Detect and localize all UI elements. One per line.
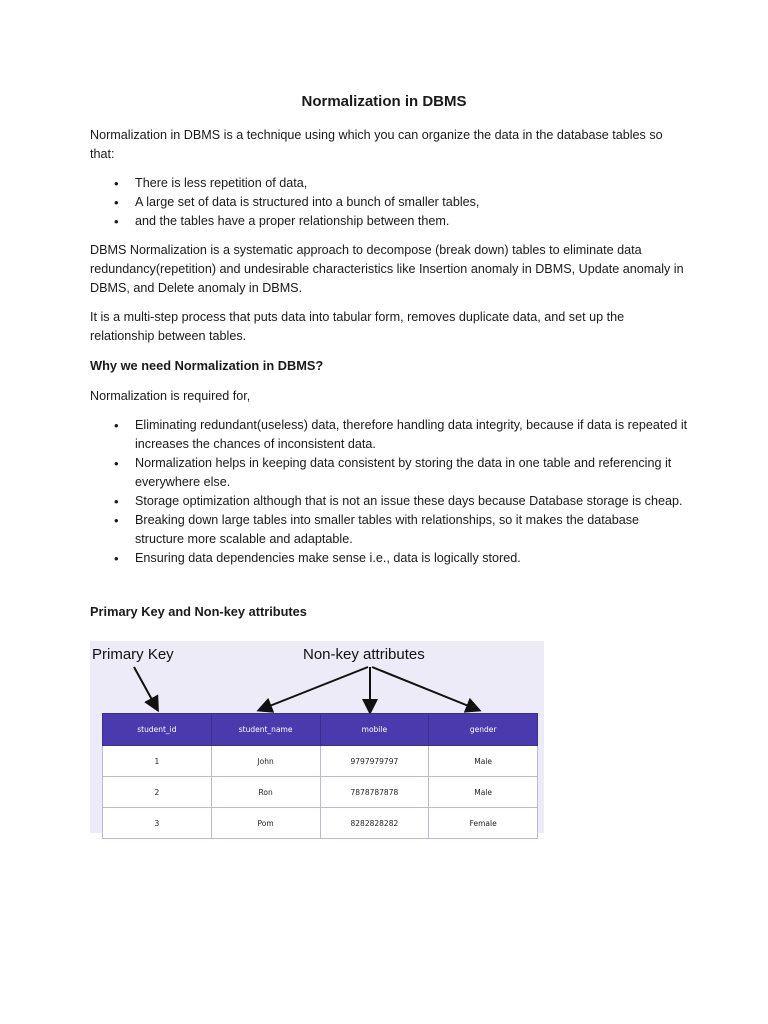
- non-key-label: Non-key attributes: [303, 646, 425, 663]
- primary-key-figure: [90, 641, 544, 833]
- spacer: [90, 578, 690, 602]
- table-cell: 7878787878: [320, 777, 429, 808]
- table-cell: Pom: [211, 808, 320, 839]
- document-body: [90, 93, 690, 633]
- page-title: Normalization in DBMS: [301, 93, 467, 110]
- table-cell: 1: [103, 746, 212, 777]
- definition-paragraph: DBMS Normalization is a systematic approach to decompose (break down) tables to eliminate data redundancy(repetition) and undesirable characteristics like Insertion anomaly in DBMS, Update anomaly in DBMS, and Delete anomaly in DBMS.: [90, 243, 684, 295]
- table-row: [103, 777, 538, 808]
- table-cell: Male: [429, 777, 538, 808]
- student-table: [102, 713, 538, 839]
- list-item: • Breaking down large tables into smaller tables with relationships, so it makes the database structure more scalable and adaptable.: [135, 511, 690, 549]
- table-row: [103, 808, 538, 839]
- intro-bullet-list: [90, 174, 690, 231]
- list-item: • A large set of data is structured into a bunch of smaller tables,: [135, 193, 690, 212]
- table-cell: 9797979797: [320, 746, 429, 777]
- list-item: • and the tables have a proper relationship between them.: [135, 212, 690, 231]
- column-header: student_id: [103, 714, 212, 746]
- table-cell: John: [211, 746, 320, 777]
- column-header: mobile: [320, 714, 429, 746]
- list-item: • Ensuring data dependencies make sense i.e., data is logically stored.: [135, 549, 690, 568]
- why-intro: Normalization is required for,: [90, 389, 251, 403]
- table-cell: Ron: [211, 777, 320, 808]
- pointer-arrows-icon: [90, 641, 544, 721]
- table-cell: 8282828282: [320, 808, 429, 839]
- primary-key-heading: Primary Key and Non-key attributes: [90, 604, 307, 619]
- list-item: • There is less repetition of data,: [135, 174, 690, 193]
- table-cell: 2: [103, 777, 212, 808]
- table-row: [103, 746, 538, 777]
- list-item: • Storage optimization although that is not an issue these days because Database storage is cheap.: [135, 492, 690, 511]
- table-header-row: [103, 714, 538, 746]
- process-paragraph: It is a multi-step process that puts data into tabular form, removes duplicate data, and set up the relationship between tables.: [90, 310, 625, 343]
- intro-paragraph: Normalization in DBMS is a technique using which you can organize the data in the database tables so that:: [90, 128, 663, 161]
- list-item: • Eliminating redundant(useless) data, therefore handling data integrity, because if data is repeated it increases the chances of inconsistent data.: [135, 416, 690, 454]
- table-cell: Female: [429, 808, 538, 839]
- column-header: student_name: [211, 714, 320, 746]
- why-bullet-list: [90, 416, 690, 568]
- table-cell: 3: [103, 808, 212, 839]
- primary-key-label: Primary Key: [92, 646, 174, 663]
- table-cell: Male: [429, 746, 538, 777]
- column-header: gender: [429, 714, 538, 746]
- why-heading: Why we need Normalization in DBMS?: [90, 358, 324, 373]
- list-item: • Normalization helps in keeping data consistent by storing the data in one table and referencing it everywhere else.: [135, 454, 690, 492]
